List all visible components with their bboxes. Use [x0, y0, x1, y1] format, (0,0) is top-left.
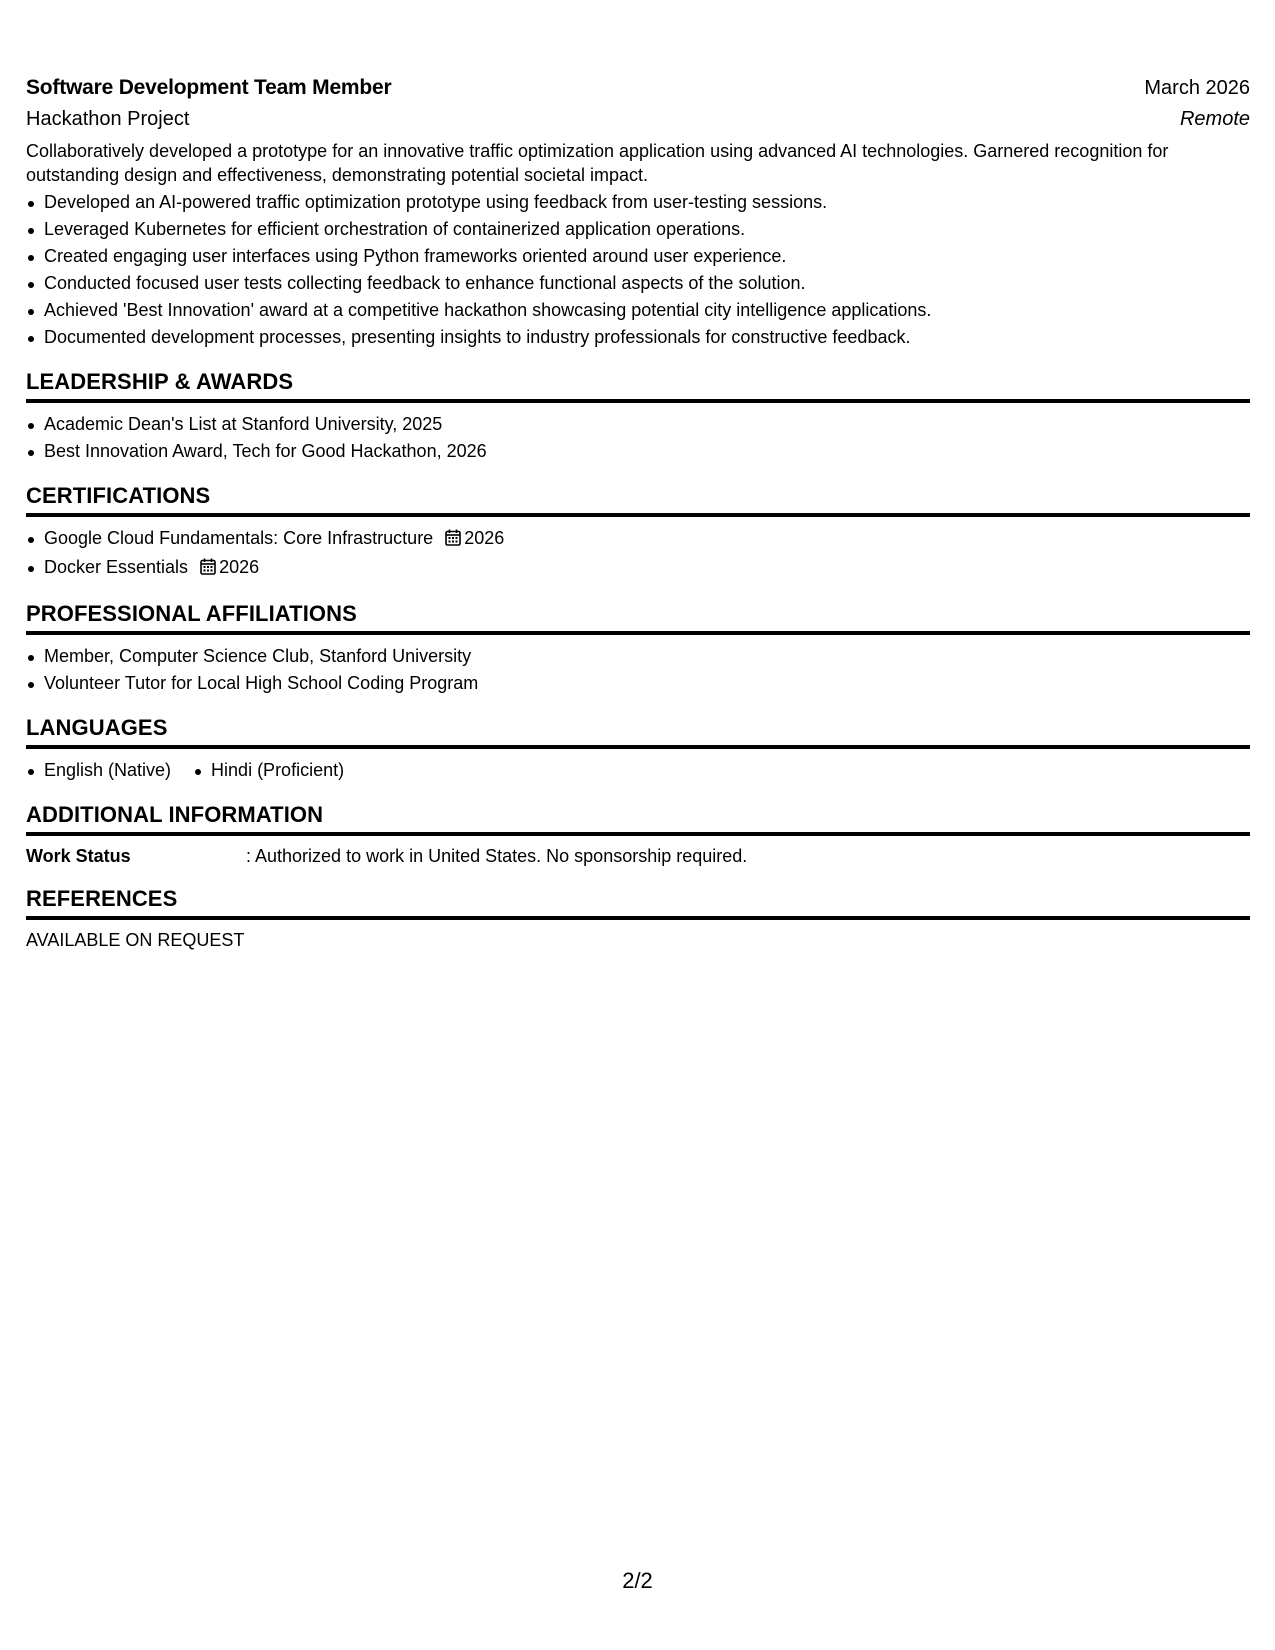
list-item: Leveraged Kubernetes for efficient orchestration of containerized application operations. [26, 216, 1250, 243]
list-item: Achieved 'Best Innovation' award at a competitive hackathon showcasing potential city intelligence applications. [26, 297, 1250, 324]
languages-list [26, 757, 1250, 784]
languages-section [26, 715, 1250, 784]
certification-year: 2026 [219, 557, 260, 577]
list-item: Conducted focused user tests collecting feedback to enhance functional aspects of the solution. [26, 270, 1250, 297]
leadership-list [26, 411, 1250, 465]
section-heading-languages: LANGUAGES [26, 715, 1250, 749]
list-item: Developed an AI-powered traffic optimization prototype using feedback from user-testing sessions. [26, 189, 1250, 216]
certification-name: Docker Essentials [44, 557, 189, 577]
experience-header [26, 76, 1250, 100]
list-item [26, 525, 1250, 554]
leadership-section [26, 369, 1250, 465]
work-status-value: : Authorized to work in United States. No sponsorship required. [246, 846, 748, 866]
affiliations-list [26, 643, 1250, 697]
list-item: Volunteer Tutor for Local High School Coding Program [26, 670, 1250, 697]
experience-entry [26, 76, 1250, 351]
work-status-row [26, 844, 1250, 868]
certification-name: Google Cloud Fundamentals: Core Infrastructure [44, 528, 434, 548]
list-item [26, 554, 1250, 583]
certification-year: 2026 [464, 528, 505, 548]
references-section [26, 886, 1250, 952]
list-item: Academic Dean's List at Stanford University, 2025 [26, 411, 1250, 438]
experience-location: Remote [1179, 108, 1250, 130]
experience-bullets [26, 189, 1250, 351]
list-item: Hindi (Proficient) [193, 757, 344, 784]
experience-summary: Collaboratively developed a prototype for an innovative traffic optimization application using advanced AI technologies. Garnered recognition for outstanding design and effectiveness, demonstrating potential societal impact. [26, 141, 1169, 185]
section-heading-affiliations: PROFESSIONAL AFFILIATIONS [26, 601, 1250, 635]
list-item: Best Innovation Award, Tech for Good Hackathon, 2026 [26, 438, 1250, 465]
certifications-section [26, 483, 1250, 583]
list-item: Member, Computer Science Club, Stanford University [26, 643, 1250, 670]
section-heading-leadership: LEADERSHIP & AWARDS [26, 369, 1250, 403]
list-item: Created engaging user interfaces using Python frameworks oriented around user experience. [26, 243, 1250, 270]
calendar-icon [445, 527, 461, 554]
section-heading-references: REFERENCES [26, 886, 1250, 920]
experience-date: March 2026 [1144, 77, 1250, 99]
list-item: English (Native) [26, 757, 171, 784]
experience-organization: Hackathon Project [26, 108, 190, 130]
certifications-list [26, 525, 1250, 583]
section-heading-certifications: CERTIFICATIONS [26, 483, 1250, 517]
list-item: Documented development processes, presenting insights to industry professionals for constructive feedback. [26, 324, 1250, 351]
experience-title: Software Development Team Member [26, 76, 392, 99]
work-status-label: Work Status [26, 846, 131, 866]
calendar-icon [200, 556, 216, 583]
resume-page [26, 76, 1250, 952]
references-text: AVAILABLE ON REQUEST [26, 930, 245, 950]
experience-subheader [26, 108, 1250, 131]
additional-section [26, 802, 1250, 868]
section-heading-additional: ADDITIONAL INFORMATION [26, 802, 1250, 836]
page-number: 2/2 [622, 1568, 653, 1593]
affiliations-section [26, 601, 1250, 697]
